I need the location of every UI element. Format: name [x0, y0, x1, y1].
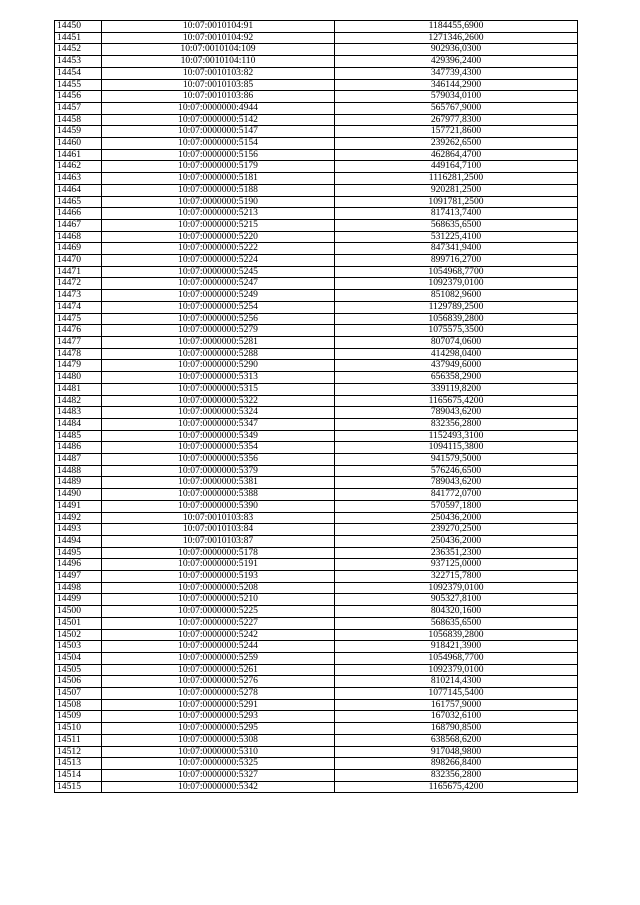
table-row	[55, 711, 578, 723]
row-number-cell: 14456	[55, 91, 102, 103]
cadastral-value-cell: 638568,6200	[335, 734, 578, 746]
cadastral-number-cell: 10:07:0000000:5208	[102, 582, 335, 594]
table-row	[55, 758, 578, 770]
row-number-cell: 14483	[55, 407, 102, 419]
cadastral-value-cell: 789043,6200	[335, 477, 578, 489]
cadastral-number-cell: 10:07:0000000:5220	[102, 231, 335, 243]
row-number-cell: 14455	[55, 79, 102, 91]
cadastral-number-cell: 10:07:0000000:5259	[102, 652, 335, 664]
cadastral-number-cell: 10:07:0000000:5147	[102, 126, 335, 138]
cadastral-value-cell: 250436,2000	[335, 512, 578, 524]
table-row	[55, 161, 578, 173]
row-number-cell: 14511	[55, 734, 102, 746]
cadastral-value-cell: 810214,4300	[335, 676, 578, 688]
table-row	[55, 617, 578, 629]
cadastral-value-cell: 239262,6500	[335, 138, 578, 150]
row-number-cell: 14509	[55, 711, 102, 723]
cadastral-value-cell: 1056839,2800	[335, 629, 578, 641]
row-number-cell: 14484	[55, 418, 102, 430]
row-number-cell: 14451	[55, 32, 102, 44]
row-number-cell: 14462	[55, 161, 102, 173]
row-number-cell: 14508	[55, 699, 102, 711]
cadastral-number-cell: 10:07:0010104:110	[102, 56, 335, 68]
cadastral-number-cell: 10:07:0000000:5142	[102, 114, 335, 126]
cadastral-number-cell: 10:07:0000000:5188	[102, 184, 335, 196]
table-row	[55, 383, 578, 395]
row-number-cell: 14501	[55, 617, 102, 629]
cadastral-number-cell: 10:07:0000000:5261	[102, 664, 335, 676]
cadastral-number-cell: 10:07:0000000:5222	[102, 243, 335, 255]
cadastral-number-cell: 10:07:0010104:92	[102, 32, 335, 44]
cadastral-number-cell: 10:07:0000000:5256	[102, 313, 335, 325]
cadastral-number-cell: 10:07:0000000:5293	[102, 711, 335, 723]
cadastral-value-cell: 346144,2900	[335, 79, 578, 91]
table-row	[55, 559, 578, 571]
row-number-cell: 14473	[55, 290, 102, 302]
row-number-cell: 14488	[55, 465, 102, 477]
cadastral-value-cell: 1094115,3800	[335, 442, 578, 454]
cadastral-value-cell: 817413,7400	[335, 208, 578, 220]
table-row	[55, 126, 578, 138]
cadastral-value-cell: 568635,6500	[335, 219, 578, 231]
cadastral-value-cell: 250436,2000	[335, 535, 578, 547]
cadastral-number-cell: 10:07:0010103:86	[102, 91, 335, 103]
table-row	[55, 582, 578, 594]
table-row	[55, 500, 578, 512]
row-number-cell: 14453	[55, 56, 102, 68]
table-row	[55, 243, 578, 255]
cadastral-number-cell: 10:07:0000000:5322	[102, 395, 335, 407]
table-row	[55, 629, 578, 641]
table-row	[55, 360, 578, 372]
table-row	[55, 44, 578, 56]
cadastral-number-cell: 10:07:0000000:5190	[102, 196, 335, 208]
cadastral-value-cell: 531225,4100	[335, 231, 578, 243]
row-number-cell: 14514	[55, 770, 102, 782]
row-number-cell: 14464	[55, 184, 102, 196]
table-row	[55, 664, 578, 676]
cadastral-value-cell: 579034,0100	[335, 91, 578, 103]
table-row	[55, 325, 578, 337]
row-number-cell: 14465	[55, 196, 102, 208]
cadastral-number-cell: 10:07:0000000:5191	[102, 559, 335, 571]
table-row	[55, 571, 578, 583]
cadastral-number-cell: 10:07:0000000:5291	[102, 699, 335, 711]
cadastral-value-cell: 807074,0600	[335, 336, 578, 348]
table-row	[55, 79, 578, 91]
cadastral-number-cell: 10:07:0000000:5154	[102, 138, 335, 150]
row-number-cell: 14502	[55, 629, 102, 641]
cadastral-value-cell: 902936,0300	[335, 44, 578, 56]
cadastral-value-cell: 1129789,2500	[335, 301, 578, 313]
table-row	[55, 524, 578, 536]
row-number-cell: 14470	[55, 255, 102, 267]
table-row	[55, 102, 578, 114]
cadastral-number-cell: 10:07:0010104:91	[102, 21, 335, 33]
cadastral-number-cell: 10:07:0000000:5247	[102, 278, 335, 290]
table-row	[55, 301, 578, 313]
row-number-cell: 14469	[55, 243, 102, 255]
cadastral-value-cell: 322715,7800	[335, 571, 578, 583]
cadastral-number-cell: 10:07:0000000:5379	[102, 465, 335, 477]
row-number-cell: 14492	[55, 512, 102, 524]
row-number-cell: 14515	[55, 781, 102, 793]
row-number-cell: 14489	[55, 477, 102, 489]
cadastral-number-cell: 10:07:0000000:5179	[102, 161, 335, 173]
table-row	[55, 489, 578, 501]
cadastral-number-cell: 10:07:0000000:5278	[102, 688, 335, 700]
table-row	[55, 512, 578, 524]
cadastral-value-cell: 1091781,2500	[335, 196, 578, 208]
row-number-cell: 14472	[55, 278, 102, 290]
cadastral-value-cell: 462864,4700	[335, 149, 578, 161]
table-row	[55, 723, 578, 735]
row-number-cell: 14476	[55, 325, 102, 337]
cadastral-value-cell: 239270,2500	[335, 524, 578, 536]
table-row	[55, 547, 578, 559]
table-row	[55, 465, 578, 477]
row-number-cell: 14468	[55, 231, 102, 243]
cadastral-number-cell: 10:07:0000000:5356	[102, 454, 335, 466]
cadastral-number-cell: 10:07:0010103:82	[102, 67, 335, 79]
cadastral-number-cell: 10:07:0000000:5325	[102, 758, 335, 770]
cadastral-value-cell: 789043,6200	[335, 407, 578, 419]
cadastral-number-cell: 10:07:0000000:5215	[102, 219, 335, 231]
cadastral-number-cell: 10:07:0000000:5347	[102, 418, 335, 430]
table-row	[55, 430, 578, 442]
cadastral-value-cell: 168790,8500	[335, 723, 578, 735]
row-number-cell: 14479	[55, 360, 102, 372]
cadastral-value-cell: 847341,9400	[335, 243, 578, 255]
cadastral-number-cell: 10:07:0000000:5276	[102, 676, 335, 688]
row-number-cell: 14471	[55, 266, 102, 278]
cadastral-number-cell: 10:07:0000000:5310	[102, 746, 335, 758]
table-row	[55, 395, 578, 407]
table-row	[55, 372, 578, 384]
table-row	[55, 407, 578, 419]
cadastral-value-cell: 339119,8200	[335, 383, 578, 395]
cadastral-value-cell: 437949,6000	[335, 360, 578, 372]
row-number-cell: 14459	[55, 126, 102, 138]
table-row	[55, 770, 578, 782]
row-number-cell: 14463	[55, 173, 102, 185]
row-number-cell: 14481	[55, 383, 102, 395]
table-row	[55, 67, 578, 79]
cadastral-value-cell: 1092379,0100	[335, 582, 578, 594]
row-number-cell: 14477	[55, 336, 102, 348]
table-row	[55, 56, 578, 68]
table-body	[55, 21, 578, 793]
cadastral-value-cell: 832356,2800	[335, 770, 578, 782]
cadastral-number-cell: 10:07:0000000:5225	[102, 606, 335, 618]
cadastral-value-cell: 565767,9000	[335, 102, 578, 114]
row-number-cell: 14512	[55, 746, 102, 758]
cadastral-value-cell: 1054968,7700	[335, 652, 578, 664]
cadastral-number-cell: 10:07:0000000:5178	[102, 547, 335, 559]
row-number-cell: 14457	[55, 102, 102, 114]
cadastral-value-cell: 414298,0400	[335, 348, 578, 360]
cadastral-value-cell: 568635,6500	[335, 617, 578, 629]
row-number-cell: 14474	[55, 301, 102, 313]
row-number-cell: 14486	[55, 442, 102, 454]
cadastral-number-cell: 10:07:0000000:5313	[102, 372, 335, 384]
cadastral-value-cell: 429396,2400	[335, 56, 578, 68]
cadastral-number-cell: 10:07:0000000:5210	[102, 594, 335, 606]
cadastral-value-cell: 449164,7100	[335, 161, 578, 173]
cadastral-number-cell: 10:07:0000000:4944	[102, 102, 335, 114]
cadastral-value-cell: 1056839,2800	[335, 313, 578, 325]
cadastral-value-cell: 841772,0700	[335, 489, 578, 501]
row-number-cell: 14458	[55, 114, 102, 126]
cadastral-number-cell: 10:07:0000000:5213	[102, 208, 335, 220]
cadastral-number-cell: 10:07:0010103:85	[102, 79, 335, 91]
table-row	[55, 641, 578, 653]
row-number-cell: 14504	[55, 652, 102, 664]
table-row	[55, 348, 578, 360]
row-number-cell: 14510	[55, 723, 102, 735]
cadastral-number-cell: 10:07:0000000:5249	[102, 290, 335, 302]
cadastral-number-cell: 10:07:0010103:84	[102, 524, 335, 536]
table-row	[55, 606, 578, 618]
table-row	[55, 149, 578, 161]
cadastral-value-cell: 851082,9600	[335, 290, 578, 302]
table-row	[55, 278, 578, 290]
cadastral-number-cell: 10:07:0000000:5279	[102, 325, 335, 337]
row-number-cell: 14452	[55, 44, 102, 56]
table-row	[55, 652, 578, 664]
table-row	[55, 138, 578, 150]
cadastral-value-cell: 161757,9000	[335, 699, 578, 711]
table-row	[55, 313, 578, 325]
cadastral-value-cell: 917048,9800	[335, 746, 578, 758]
cadastral-number-cell: 10:07:0010103:87	[102, 535, 335, 547]
table-row	[55, 535, 578, 547]
table-row	[55, 184, 578, 196]
row-number-cell: 14482	[55, 395, 102, 407]
cadastral-value-table	[54, 20, 578, 793]
table-row	[55, 734, 578, 746]
cadastral-value-cell: 1165675,4200	[335, 395, 578, 407]
cadastral-number-cell: 10:07:0000000:5156	[102, 149, 335, 161]
row-number-cell: 14494	[55, 535, 102, 547]
cadastral-value-cell: 1075575,3500	[335, 325, 578, 337]
cadastral-value-cell: 157721,8600	[335, 126, 578, 138]
cadastral-number-cell: 10:07:0000000:5390	[102, 500, 335, 512]
cadastral-value-cell: 918421,3900	[335, 641, 578, 653]
row-number-cell: 14461	[55, 149, 102, 161]
row-number-cell: 14480	[55, 372, 102, 384]
cadastral-number-cell: 10:07:0000000:5295	[102, 723, 335, 735]
table-row	[55, 173, 578, 185]
row-number-cell: 14454	[55, 67, 102, 79]
cadastral-number-cell: 10:07:0000000:5224	[102, 255, 335, 267]
cadastral-value-cell: 937125,0000	[335, 559, 578, 571]
cadastral-value-cell: 1152493,3100	[335, 430, 578, 442]
cadastral-number-cell: 10:07:0000000:5315	[102, 383, 335, 395]
cadastral-number-cell: 10:07:0000000:5242	[102, 629, 335, 641]
table-row	[55, 255, 578, 267]
cadastral-value-cell: 899716,2700	[335, 255, 578, 267]
cadastral-number-cell: 10:07:0000000:5281	[102, 336, 335, 348]
cadastral-number-cell: 10:07:0000000:5245	[102, 266, 335, 278]
cadastral-value-cell: 832356,2800	[335, 418, 578, 430]
row-number-cell: 14506	[55, 676, 102, 688]
table-row	[55, 454, 578, 466]
cadastral-number-cell: 10:07:0000000:5288	[102, 348, 335, 360]
row-number-cell: 14490	[55, 489, 102, 501]
cadastral-number-cell: 10:07:0000000:5342	[102, 781, 335, 793]
table-row	[55, 114, 578, 126]
table-row	[55, 32, 578, 44]
cadastral-value-cell: 1271346,2600	[335, 32, 578, 44]
table-row	[55, 231, 578, 243]
table-row	[55, 21, 578, 33]
table-row	[55, 781, 578, 793]
cadastral-value-cell: 576246,6500	[335, 465, 578, 477]
cadastral-value-cell: 920281,2500	[335, 184, 578, 196]
cadastral-number-cell: 10:07:0000000:5181	[102, 173, 335, 185]
row-number-cell: 14505	[55, 664, 102, 676]
cadastral-value-cell: 898266,8400	[335, 758, 578, 770]
cadastral-value-cell: 1165675,4200	[335, 781, 578, 793]
row-number-cell: 14496	[55, 559, 102, 571]
table-row	[55, 688, 578, 700]
table-row	[55, 91, 578, 103]
row-number-cell: 14491	[55, 500, 102, 512]
table-row	[55, 442, 578, 454]
cadastral-number-cell: 10:07:0000000:5308	[102, 734, 335, 746]
table-row	[55, 594, 578, 606]
table-row	[55, 208, 578, 220]
cadastral-value-cell: 1092379,0100	[335, 278, 578, 290]
table-row	[55, 477, 578, 489]
cadastral-value-cell: 1077145,5400	[335, 688, 578, 700]
cadastral-number-cell: 10:07:0000000:5388	[102, 489, 335, 501]
cadastral-value-cell: 167032,6100	[335, 711, 578, 723]
cadastral-value-cell: 804320,1600	[335, 606, 578, 618]
row-number-cell: 14507	[55, 688, 102, 700]
row-number-cell: 14466	[55, 208, 102, 220]
cadastral-number-cell: 10:07:0000000:5193	[102, 571, 335, 583]
table-row	[55, 266, 578, 278]
cadastral-number-cell: 10:07:0010104:109	[102, 44, 335, 56]
row-number-cell: 14487	[55, 454, 102, 466]
row-number-cell: 14497	[55, 571, 102, 583]
cadastral-number-cell: 10:07:0000000:5381	[102, 477, 335, 489]
table-row	[55, 290, 578, 302]
row-number-cell: 14513	[55, 758, 102, 770]
cadastral-number-cell: 10:07:0000000:5354	[102, 442, 335, 454]
table-row	[55, 676, 578, 688]
table-row	[55, 699, 578, 711]
cadastral-number-cell: 10:07:0000000:5324	[102, 407, 335, 419]
row-number-cell: 14467	[55, 219, 102, 231]
cadastral-value-cell: 1054968,7700	[335, 266, 578, 278]
cadastral-number-cell: 10:07:0000000:5254	[102, 301, 335, 313]
row-number-cell: 14450	[55, 21, 102, 33]
row-number-cell: 14475	[55, 313, 102, 325]
cadastral-value-cell: 236351,2300	[335, 547, 578, 559]
row-number-cell: 14495	[55, 547, 102, 559]
row-number-cell: 14485	[55, 430, 102, 442]
table-row	[55, 746, 578, 758]
table-row	[55, 418, 578, 430]
row-number-cell: 14498	[55, 582, 102, 594]
cadastral-value-cell: 1092379,0100	[335, 664, 578, 676]
row-number-cell: 14478	[55, 348, 102, 360]
row-number-cell: 14499	[55, 594, 102, 606]
cadastral-number-cell: 10:07:0000000:5227	[102, 617, 335, 629]
row-number-cell: 14493	[55, 524, 102, 536]
table-row	[55, 219, 578, 231]
table-row	[55, 336, 578, 348]
cadastral-number-cell: 10:07:0000000:5349	[102, 430, 335, 442]
cadastral-number-cell: 10:07:0000000:5290	[102, 360, 335, 372]
cadastral-value-cell: 941579,5000	[335, 454, 578, 466]
row-number-cell: 14503	[55, 641, 102, 653]
cadastral-number-cell: 10:07:0010103:83	[102, 512, 335, 524]
cadastral-value-cell: 347739,4300	[335, 67, 578, 79]
table-row	[55, 196, 578, 208]
cadastral-number-cell: 10:07:0000000:5244	[102, 641, 335, 653]
cadastral-value-cell: 1184455,6900	[335, 21, 578, 33]
row-number-cell: 14500	[55, 606, 102, 618]
cadastral-value-cell: 905327,8100	[335, 594, 578, 606]
row-number-cell: 14460	[55, 138, 102, 150]
cadastral-value-cell: 570597,1800	[335, 500, 578, 512]
cadastral-value-cell: 1116281,2500	[335, 173, 578, 185]
cadastral-number-cell: 10:07:0000000:5327	[102, 770, 335, 782]
cadastral-value-cell: 656358,2900	[335, 372, 578, 384]
cadastral-value-cell: 267977,8300	[335, 114, 578, 126]
